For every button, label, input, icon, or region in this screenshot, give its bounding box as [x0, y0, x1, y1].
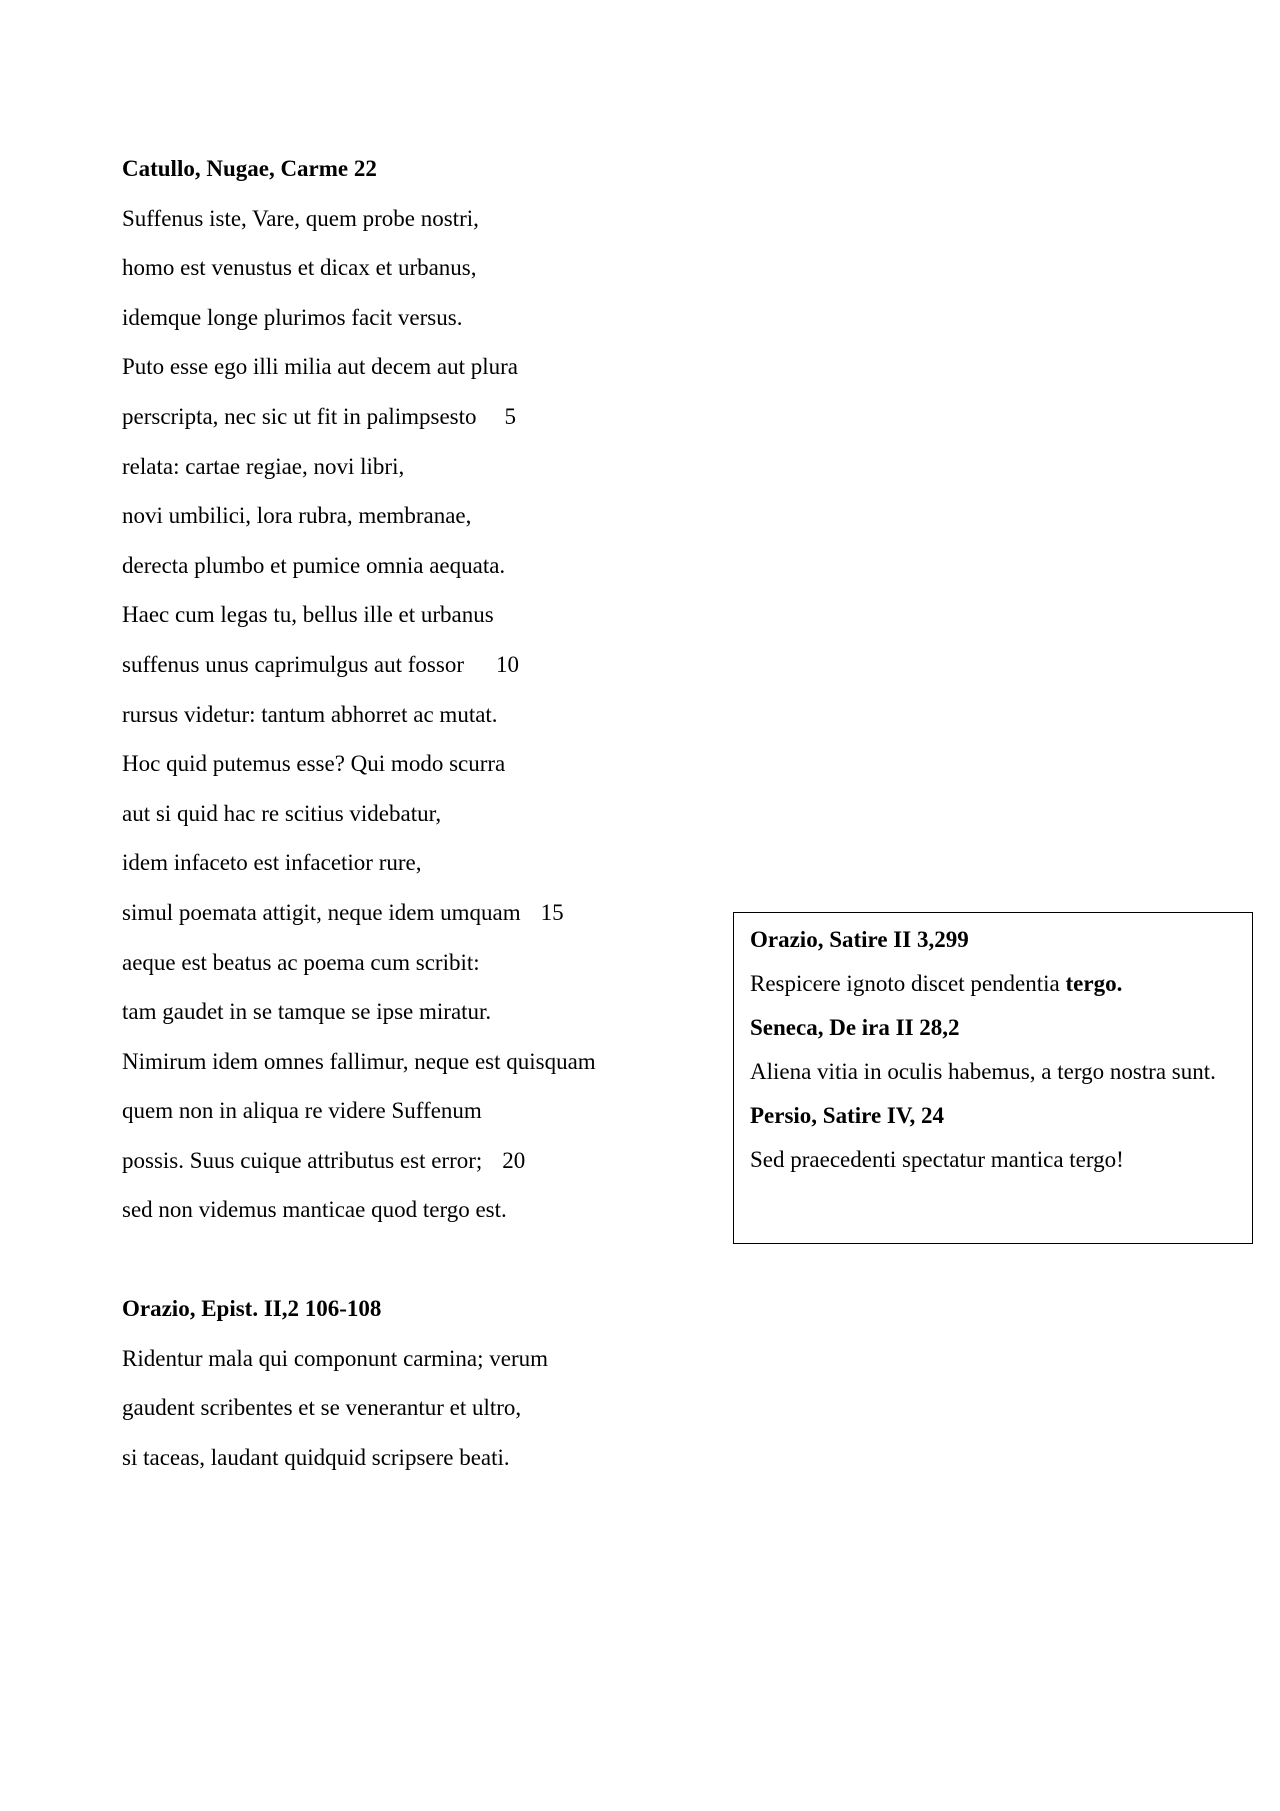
parallel-entry-body: Respicere ignoto discet pendentia: [750, 971, 1060, 996]
orazio-epist-title: Orazio, Epist. II,2 106-108: [122, 1296, 382, 1321]
verse-line: [122, 404, 596, 430]
parallel-entry-emphasis: tergo.: [1065, 971, 1123, 996]
verse-line: [122, 1197, 596, 1223]
catullo-poem-section: [122, 156, 596, 1223]
verse-line: [122, 206, 596, 232]
verse-line: [122, 553, 596, 579]
orazio-epist-verse-list: [122, 1346, 548, 1471]
verse-line: [122, 900, 596, 926]
verse-line: [122, 305, 596, 331]
verse-line: [122, 850, 596, 876]
parallel-entry: [750, 927, 1236, 1000]
verse-text: tam gaudet in se tamque se ipse miratur.: [122, 999, 492, 1025]
catullo-poem-title: Catullo, Nugae, Carme 22: [122, 156, 377, 181]
parallel-entry-text: [750, 968, 1236, 1000]
verse-line: [122, 1395, 548, 1421]
verse-line: [122, 454, 596, 480]
verse-line: [122, 1148, 596, 1174]
parallel-entry-title: Orazio, Satire II 3,299: [750, 927, 969, 952]
verse-line: [122, 801, 596, 827]
parallel-entry-text: [750, 1056, 1236, 1088]
parallel-entry-body: Sed praecedenti spectatur mantica tergo!: [750, 1147, 1124, 1172]
verse-text: relata: cartae regiae, novi libri,: [122, 453, 405, 479]
parallel-entry-title: Persio, Satire IV, 24: [750, 1103, 944, 1128]
verse-text: Ridentur mala qui componunt carmina; verum: [122, 1345, 549, 1371]
verse-text: gaudent scribentes et se venerantur et ultro,: [122, 1395, 522, 1421]
verse-line: [122, 652, 596, 678]
catullo-verse-list: [122, 206, 596, 1224]
verse-text: si taceas, laudant quidquid scripsere beati.: [122, 1444, 510, 1470]
verse-text: quem non in aliqua re videre Suffenum: [122, 1098, 482, 1124]
verse-line: [122, 255, 596, 281]
verse-number: 20: [502, 1147, 526, 1173]
parallel-entry-body: Aliena vitia in oculis habemus, a tergo nostra sunt.: [750, 1059, 1216, 1084]
verse-line: [122, 751, 596, 777]
verse-line: [122, 503, 596, 529]
parallel-entry-title: Seneca, De ira II 28,2: [750, 1015, 960, 1040]
verse-text: suffenus unus caprimulgus aut fossor: [122, 651, 464, 677]
verse-number: 15: [540, 899, 564, 925]
verse-text: Haec cum legas tu, bellus ille et urbanus: [122, 602, 494, 628]
verse-line: [122, 602, 596, 628]
verse-line: [122, 950, 596, 976]
verse-line: [122, 1346, 548, 1372]
verse-text: aut si quid hac re scitius videbatur,: [122, 800, 442, 826]
verse-text: idem infaceto est infacetior rure,: [122, 850, 422, 876]
verse-text: Suffenus iste, Vare, quem probe nostri,: [122, 205, 479, 231]
parallel-entry: [750, 1015, 1236, 1088]
parallel-entry-text: [750, 1144, 1236, 1176]
verse-text: Hoc quid putemus esse? Qui modo scurra: [122, 751, 506, 777]
verse-line: [122, 999, 596, 1025]
verse-text: sed non videmus manticae quod tergo est.: [122, 1197, 507, 1223]
parallel-passages-box: [733, 912, 1253, 1244]
verse-number: 10: [495, 651, 519, 677]
verse-text: Nimirum idem omnes fallimur, neque est quisquam: [122, 1048, 596, 1074]
verse-text: novi umbilici, lora rubra, membranae,: [122, 503, 472, 529]
verse-text: Puto esse ego illi milia aut decem aut plura: [122, 354, 519, 380]
verse-line: [122, 1098, 596, 1124]
verse-line: [122, 1445, 548, 1471]
verse-line: [122, 354, 596, 380]
verse-text: simul poemata attigit, neque idem umquam: [122, 899, 521, 925]
verse-text: rursus videtur: tantum abhorret ac mutat.: [122, 701, 498, 727]
verse-text: possis. Suus cuique attributus est error;: [122, 1147, 483, 1173]
orazio-epist-section: [122, 1296, 548, 1471]
verse-text: derecta plumbo et pumice omnia aequata.: [122, 552, 506, 578]
verse-text: idemque longe plurimos facit versus.: [122, 304, 463, 330]
parallel-entry: [750, 1103, 1236, 1176]
verse-text: perscripta, nec sic ut fit in palimpsesto: [122, 403, 477, 429]
verse-line: [122, 1049, 596, 1075]
verse-number: 5: [504, 403, 516, 429]
verse-text: aeque est beatus ac poema cum scribit:: [122, 949, 480, 975]
verse-line: [122, 702, 596, 728]
verse-text: homo est venustus et dicax et urbanus,: [122, 255, 477, 281]
